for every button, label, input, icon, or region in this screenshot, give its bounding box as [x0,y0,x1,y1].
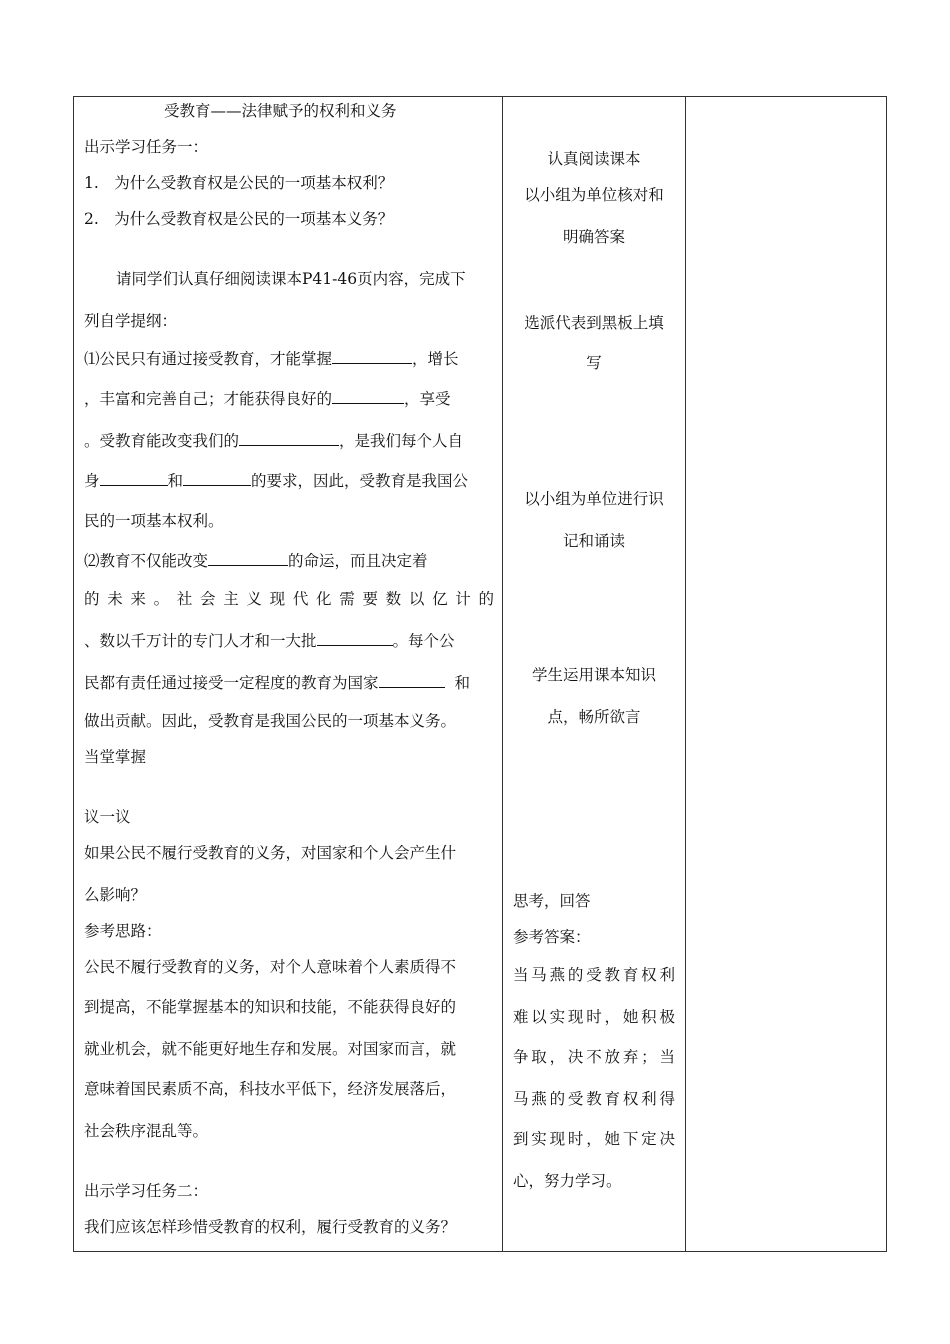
text: 的要求，因此，受教育是我国公 [251,472,469,490]
answer-line-4: 马燕的受教育权利得 [513,1090,675,1108]
discuss-question-line-1: 如果公民不履行受教育的义务，对国家和个人会产生什 [84,844,457,862]
text: 。受教育能改变我们的 [84,432,240,450]
text: ，享受 [404,390,451,408]
instruction-line-1: 请同学们认真仔细阅读课本P41-46页内容，完成下 [116,270,466,288]
text: ，增长 [412,350,459,368]
outline1-line-2 [84,387,494,409]
task2-question: 我们应该怎样珍惜受教育的权利，履行受教育的义务？ [84,1218,457,1236]
activity-3-line-2: 记和诵读 [562,532,625,550]
fill-blank[interactable] [379,671,445,688]
task2-heading: 出示学习任务二： [84,1182,209,1200]
activity-1-line-1: 认真阅读课本 [547,150,641,168]
fill-blank[interactable] [100,469,168,486]
outline2-line-4 [84,671,494,693]
outline2-line-1 [84,549,494,571]
text: ，是我们每个人自 [339,432,464,450]
reference-line-5: 社会秩序混乱等。 [84,1122,209,1140]
lesson-table [73,96,887,1252]
outline1-line-1 [84,347,494,369]
mastery-label: 当堂掌握 [84,748,147,766]
reference-line-4: 意味着国民素质不高，科技水平低下，经济发展落后， [84,1080,457,1098]
text: 的命运，而且决定着 [288,552,428,570]
fill-blank[interactable] [183,469,251,486]
activity-5: 思考，回答 [513,892,591,910]
text: 。每个公 [392,632,455,650]
fill-blank[interactable] [332,387,404,404]
text: 和 [454,674,471,692]
fill-blank[interactable] [332,347,412,364]
answer-line-6: 心，努力学习。 [513,1172,622,1190]
answer-line-2: 难以实现时，她积极 [513,1008,675,1026]
notes-cell [686,97,886,1251]
text: ⑵教育不仅能改变 [84,552,209,570]
fill-blank[interactable] [239,429,339,446]
reference-line-3: 就业机会，就不能更好地生存和发展。对国家而言，就 [84,1040,457,1058]
task1-question-1: 1. 为什么受教育权是公民的一项基本权利？ [84,174,394,192]
task1-question-2: 2. 为什么受教育权是公民的一项基本义务？ [84,210,394,228]
discuss-heading: 议一议 [84,808,131,826]
activity-4-line-1: 学生运用课本知识 [531,666,656,684]
outline1-line-4 [84,469,494,491]
reference-line-2: 到提高，不能掌握基本的知识和技能，不能获得良好的 [84,998,457,1016]
answer-line-3: 争取，决不放弃；当 [513,1048,675,1066]
outline2-line-3 [84,629,494,651]
activity-2-line-2: 写 [586,354,602,372]
outline1-line-5: 民的一项基本权利。 [84,512,224,530]
text: 民都有责任通过接受一定程度的教育为国家 [84,674,379,692]
text: 身 [84,472,100,490]
answer-line-1: 当马燕的受教育权利 [513,966,675,984]
discuss-question-line-2: 么影响？ [84,886,147,904]
task1-heading: 出示学习任务一： [84,138,209,156]
text: ，丰富和完善自己；才能获得良好的 [84,390,333,408]
reference-line-1: 公民不履行受教育的义务，对个人意味着个人素质得不 [84,958,457,976]
text: 、数以千万计的专门人才和一大批 [84,632,317,650]
activity-2-line-1: 选派代表到黑板上填 [524,314,664,332]
teaching-content-cell [74,97,502,1251]
reference-heading: 参考思路： [84,922,162,940]
fill-blank[interactable] [317,629,393,646]
activity-1-line-3: 明确答案 [562,228,625,246]
answer-line-5: 到实现时，她下定决 [513,1130,675,1148]
outline2-line-2: 的未来。社会主义现代化需要数以亿计的 [84,590,494,608]
outline2-line-5: 做出贡献。因此，受教育是我国公民的一项基本义务。 [84,712,457,730]
instruction-line-2: 列自学提纲： [84,312,178,330]
student-activity-cell [503,97,685,1251]
activity-3-line-1: 以小组为单位进行识 [524,490,664,508]
activity-4-line-2: 点，畅所欲言 [547,708,641,726]
fill-blank[interactable] [208,549,288,566]
lesson-title: 受教育——法律赋予的权利和义务 [164,102,397,120]
answer-heading: 参考答案： [513,928,591,946]
text: 和 [167,472,184,490]
text: ⑴公民只有通过接受教育，才能掌握 [84,350,333,368]
activity-1-line-2: 以小组为单位核对和 [524,186,664,204]
outline1-line-3 [84,429,494,451]
